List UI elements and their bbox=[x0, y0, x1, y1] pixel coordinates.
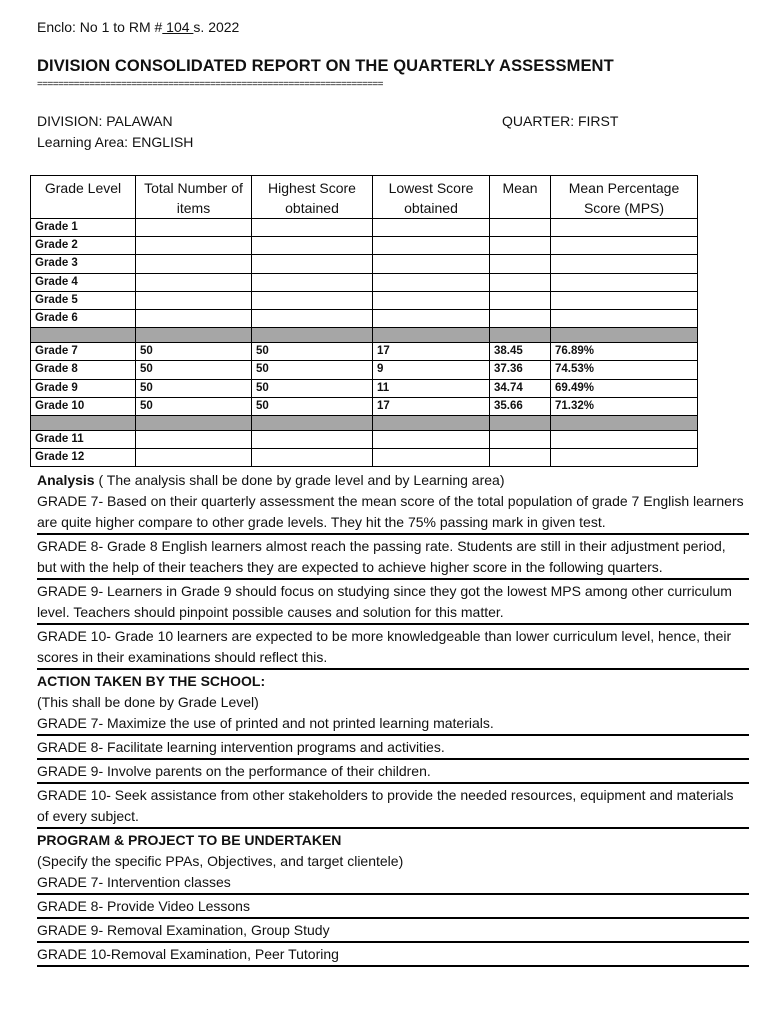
column-header: Highest Score obtained bbox=[252, 176, 373, 219]
column-header: Mean bbox=[490, 176, 551, 219]
column-header: Total Number of items bbox=[136, 176, 252, 219]
table-cell bbox=[136, 291, 252, 309]
table-row bbox=[31, 255, 698, 273]
action-grade-10: GRADE 10- Seek assistance from other stakeholders to provide the needed resources, equipment and materials of every subject. bbox=[37, 785, 749, 829]
table-cell: 50 bbox=[252, 343, 373, 361]
analysis-grade-8: GRADE 8- Grade 8 English learners almost reach the passing rate. Students are still in their adjustment period, but with the help of their teachers they are expected to achieve higher score in the following quarters. bbox=[37, 536, 749, 580]
table-cell bbox=[373, 237, 490, 255]
divider-cell bbox=[252, 415, 373, 430]
table-cell bbox=[136, 430, 252, 448]
divider-cell bbox=[31, 415, 136, 430]
table-cell bbox=[136, 255, 252, 273]
analysis-grade-9: GRADE 9- Learners in Grade 9 should focus on studying since they got the lowest MPS among other curriculum level. Teachers should pinpoint possible causes and solution for this matter. bbox=[37, 581, 749, 625]
table-cell: 50 bbox=[136, 379, 252, 397]
table-cell bbox=[373, 255, 490, 273]
table-cell: 50 bbox=[252, 379, 373, 397]
table-cell: 37.36 bbox=[490, 361, 551, 379]
report-title: DIVISION CONSOLIDATED REPORT ON THE QUARTERLY ASSESSMENT bbox=[37, 57, 614, 75]
divider-cell bbox=[31, 328, 136, 343]
program-grade-9: GRADE 9- Removal Examination, Group Study bbox=[37, 920, 749, 943]
table-body bbox=[31, 219, 698, 467]
table-cell bbox=[373, 291, 490, 309]
table-header-row bbox=[31, 176, 698, 219]
table-cell bbox=[490, 255, 551, 273]
grade-level-cell: Grade 2 bbox=[31, 237, 136, 255]
table-cell bbox=[252, 309, 373, 327]
action-heading: ACTION TAKEN BY THE SCHOOL: bbox=[37, 673, 266, 689]
program-heading: PROGRAM & PROJECT TO BE UNDERTAKEN bbox=[37, 832, 342, 848]
table-cell bbox=[490, 273, 551, 291]
table-cell bbox=[490, 219, 551, 237]
grade-level-cell: Grade 9 bbox=[31, 379, 136, 397]
analysis-grade-10: GRADE 10- Grade 10 learners are expected to be more knowledgeable than lower curriculum level, hence, their scores in their examinations should reflect this. bbox=[37, 626, 749, 670]
table-cell bbox=[373, 449, 490, 467]
action-note: (This shall be done by Grade Level) bbox=[37, 694, 259, 710]
report-body bbox=[37, 470, 749, 968]
table-cell bbox=[490, 291, 551, 309]
divider-cell bbox=[373, 415, 490, 430]
table-cell bbox=[136, 273, 252, 291]
action-grade-9: GRADE 9- Involve parents on the performance of their children. bbox=[37, 761, 749, 784]
table-cell bbox=[490, 430, 551, 448]
title-separator: ================================================================== bbox=[37, 79, 383, 90]
analysis-note: ( The analysis shall be done by grade level and by Learning area) bbox=[94, 472, 505, 488]
program-note: (Specify the specific PPAs, Objectives, and target clientele) bbox=[37, 853, 404, 869]
divider-cell bbox=[490, 328, 551, 343]
table-cell bbox=[551, 309, 698, 327]
grade-level-cell: Grade 3 bbox=[31, 255, 136, 273]
table-cell: 76.89% bbox=[551, 343, 698, 361]
grade-level-cell: Grade 11 bbox=[31, 430, 136, 448]
table-cell bbox=[252, 449, 373, 467]
column-header: Lowest Score obtained bbox=[373, 176, 490, 219]
table-cell: 50 bbox=[136, 343, 252, 361]
divider-cell bbox=[136, 328, 252, 343]
analysis-heading bbox=[37, 470, 749, 491]
table-cell: 50 bbox=[252, 361, 373, 379]
table-cell: 71.32% bbox=[551, 397, 698, 415]
table-row bbox=[31, 449, 698, 467]
grade-level-cell: Grade 5 bbox=[31, 291, 136, 309]
action-grade-7: GRADE 7- Maximize the use of printed and not printed learning materials. bbox=[37, 713, 749, 736]
table-row bbox=[31, 219, 698, 237]
table-cell bbox=[136, 309, 252, 327]
table-cell: 17 bbox=[373, 343, 490, 361]
table-row bbox=[31, 397, 698, 415]
table-cell: 50 bbox=[136, 397, 252, 415]
table-cell bbox=[252, 273, 373, 291]
program-grade-10: GRADE 10-Removal Examination, Peer Tutoring bbox=[37, 944, 749, 967]
table-cell: 50 bbox=[136, 361, 252, 379]
table-cell bbox=[252, 430, 373, 448]
grade-level-cell: Grade 12 bbox=[31, 449, 136, 467]
table-cell bbox=[373, 273, 490, 291]
column-header: Mean Percentage Score (MPS) bbox=[551, 176, 698, 219]
table-cell bbox=[490, 309, 551, 327]
enclosure-prefix: Enclo: No 1 to RM # bbox=[37, 19, 163, 35]
divider-cell bbox=[551, 328, 698, 343]
grade-level-cell: Grade 6 bbox=[31, 309, 136, 327]
division-label: DIVISION: PALAWAN bbox=[37, 113, 173, 129]
assessment-table bbox=[30, 175, 698, 467]
table-row bbox=[31, 291, 698, 309]
quarter-label: QUARTER: FIRST bbox=[502, 113, 619, 129]
table-cell bbox=[136, 237, 252, 255]
table-row bbox=[31, 273, 698, 291]
divider-cell bbox=[490, 415, 551, 430]
enclosure-suffix: s. 2022 bbox=[193, 19, 240, 35]
grade-level-cell: Grade 1 bbox=[31, 219, 136, 237]
enclosure-reference bbox=[37, 19, 239, 35]
table-row bbox=[31, 309, 698, 327]
divider-cell bbox=[551, 415, 698, 430]
grade-level-cell: Grade 10 bbox=[31, 397, 136, 415]
table-cell: 50 bbox=[252, 397, 373, 415]
section-divider-row bbox=[31, 415, 698, 430]
analysis-grade-7: GRADE 7- Based on their quarterly assessment the mean score of the total population of grade 7 English learners are quite higher compare to other grade levels. They hit the 75% passing mark in given test. bbox=[37, 491, 749, 535]
table-cell: 34.74 bbox=[490, 379, 551, 397]
table-cell bbox=[373, 219, 490, 237]
table-cell bbox=[490, 237, 551, 255]
table-cell bbox=[551, 219, 698, 237]
table-cell bbox=[252, 237, 373, 255]
grade-level-cell: Grade 7 bbox=[31, 343, 136, 361]
grade-level-cell: Grade 8 bbox=[31, 361, 136, 379]
program-grade-7: GRADE 7- Intervention classes bbox=[37, 872, 749, 895]
table-cell bbox=[551, 255, 698, 273]
enclosure-number: 104 bbox=[162, 19, 194, 35]
table-cell: 69.49% bbox=[551, 379, 698, 397]
table-cell: 17 bbox=[373, 397, 490, 415]
table-row bbox=[31, 361, 698, 379]
table-cell bbox=[551, 430, 698, 448]
table-cell bbox=[551, 449, 698, 467]
table-cell: 9 bbox=[373, 361, 490, 379]
table-cell: 38.45 bbox=[490, 343, 551, 361]
table-cell bbox=[373, 430, 490, 448]
table-cell bbox=[373, 309, 490, 327]
table-row bbox=[31, 237, 698, 255]
table-row bbox=[31, 343, 698, 361]
divider-cell bbox=[136, 415, 252, 430]
table-cell bbox=[136, 449, 252, 467]
divider-cell bbox=[252, 328, 373, 343]
table-cell bbox=[136, 219, 252, 237]
section-divider-row bbox=[31, 328, 698, 343]
program-grade-8: GRADE 8- Provide Video Lessons bbox=[37, 896, 749, 919]
column-header: Grade Level bbox=[31, 176, 136, 219]
learning-area-label: Learning Area: ENGLISH bbox=[37, 134, 194, 150]
table-cell bbox=[551, 237, 698, 255]
action-grade-8: GRADE 8- Facilitate learning intervention programs and activities. bbox=[37, 737, 749, 760]
table-cell bbox=[551, 273, 698, 291]
table-row bbox=[31, 430, 698, 448]
table-cell bbox=[551, 291, 698, 309]
table-cell bbox=[490, 449, 551, 467]
table-cell: 74.53% bbox=[551, 361, 698, 379]
table-cell bbox=[252, 255, 373, 273]
table-cell bbox=[252, 291, 373, 309]
table-cell: 35.66 bbox=[490, 397, 551, 415]
divider-cell bbox=[373, 328, 490, 343]
table-row bbox=[31, 379, 698, 397]
grade-level-cell: Grade 4 bbox=[31, 273, 136, 291]
analysis-label: Analysis bbox=[37, 472, 95, 488]
table-cell bbox=[252, 219, 373, 237]
table-cell: 11 bbox=[373, 379, 490, 397]
